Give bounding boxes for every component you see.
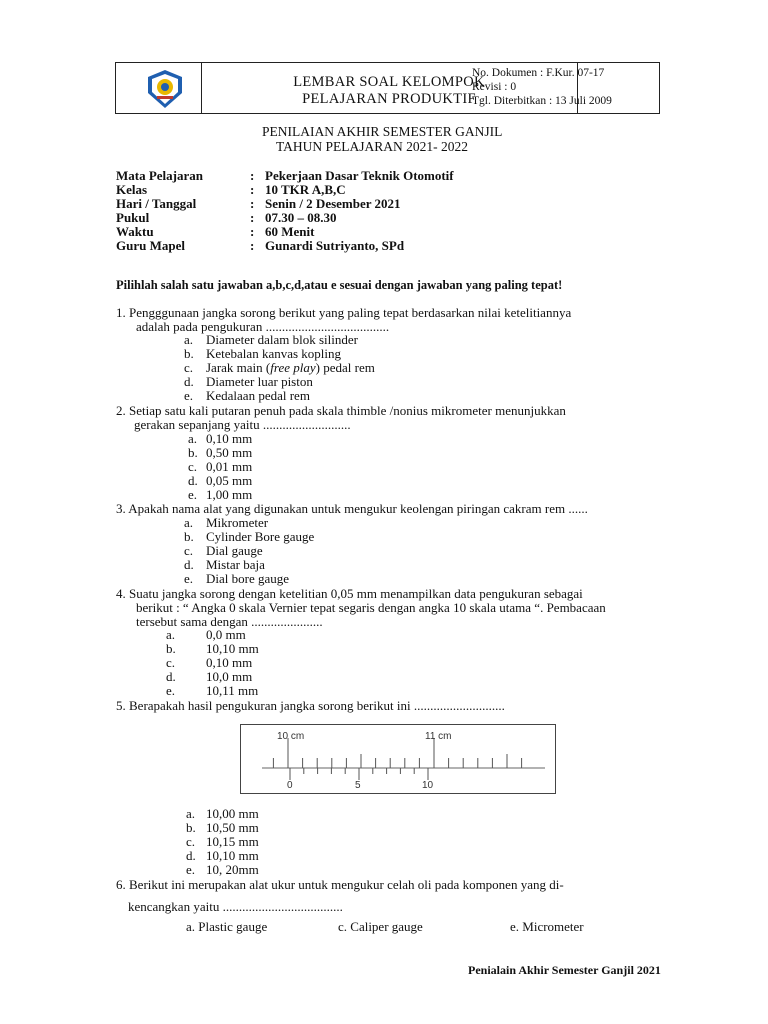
info-value: Senin / 2 Desember 2021 (265, 196, 401, 211)
option-text: 10,00 mm (206, 806, 259, 821)
info-colon: : (250, 238, 255, 253)
option-text: 0,01 mm (206, 459, 253, 474)
option-text: Kedalaan pedal rem (206, 388, 310, 403)
info-value: 07.30 – 08.30 (265, 210, 337, 225)
option-text: Mistar baja (206, 557, 265, 572)
info-colon: : (250, 224, 255, 239)
option-text: 10,11 mm (206, 683, 259, 698)
vernier-label: 0 (287, 780, 293, 791)
option-text: Mikrometer (206, 515, 269, 530)
option-text: a. Plastic gauge (186, 919, 268, 934)
option-text: 0,05 mm (206, 473, 253, 488)
option-letter: d. (166, 669, 176, 684)
option-text: 10,15 mm (206, 834, 259, 849)
option-letter: a. (186, 806, 196, 821)
info-label: Mata Pelajaran (116, 168, 204, 183)
option-letter: b. (166, 641, 176, 656)
option-text: 10,10 mm (206, 848, 259, 863)
info-colon: : (250, 196, 255, 211)
exam-title-2: TAHUN PELAJARAN 2021- 2022 (276, 139, 469, 154)
exam-title-1: PENILAIAN AKHIR SEMESTER GANJIL (262, 124, 503, 139)
option-text-italic: free play (270, 360, 316, 375)
main-scale-label-right: 11 cm (425, 731, 452, 742)
question-4-line1: 4. Suatu jangka sorong dengan ketelitian 0,05 mm menampilkan data pengukuran sebagai (116, 586, 583, 601)
option-letter: e. (188, 487, 198, 502)
vernier-label: 10 (422, 780, 434, 791)
header-title-line1: LEMBAR SOAL KELOMPOK (293, 74, 485, 90)
option-letter: d. (184, 557, 194, 572)
question-2-line1: 2. Setiap satu kali putaran penuh pada skala thimble /nonius mikrometer menunjukkan (116, 403, 566, 418)
option-text-part: Jarak main ( (206, 360, 271, 375)
option-text: Dial gauge (206, 543, 263, 558)
option-text: 10,0 mm (206, 669, 253, 684)
option-text: 10,50 mm (206, 820, 259, 835)
option-letter: e. (186, 862, 196, 877)
info-label: Pukul (116, 210, 150, 225)
option-letter: d. (186, 848, 196, 863)
option-letter: a. (166, 627, 176, 642)
option-text: 10,10 mm (206, 641, 259, 656)
question-1-line1: 1. Pengggunaan jangka sorong berikut yang paling tepat berdasarkan nilai ketelitiannya (116, 305, 572, 320)
school-logo-icon (145, 69, 185, 109)
main-scale-label-left: 10 cm (277, 731, 305, 742)
option-text: 10, 20mm (206, 862, 259, 877)
option-letter: c. (166, 655, 176, 670)
option-text: 0,10 mm (206, 431, 253, 446)
question-5-line1: 5. Berapakah hasil pengukuran jangka sorong berikut ini ............................ (116, 698, 505, 713)
doc-revision: Revisi : 0 (472, 81, 517, 93)
vernier-label: 5 (355, 780, 361, 791)
doc-number: No. Dokumen : F.Kur. 07-17 (472, 67, 605, 79)
option-text: Ketebalan kanvas kopling (206, 346, 342, 361)
question-1-line2: adalah pada pengukuran ...................................... (136, 319, 390, 334)
info-colon: : (250, 210, 255, 225)
option-text: 1,00 mm (206, 487, 253, 502)
page-footer: Penialain Akhir Semester Ganjil 2021 (468, 963, 661, 977)
option-letter: c. (184, 543, 194, 558)
info-colon: : (250, 182, 255, 197)
option-letter: d. (188, 473, 198, 488)
option-text: Dial bore gauge (206, 571, 290, 586)
question-4-line3: tersebut sama dengan ...................... (136, 614, 323, 629)
option-letter: c. (188, 459, 198, 474)
option-letter: a. (184, 332, 194, 347)
question-6-line2: kencangkan yaitu ..................................... (128, 899, 343, 914)
info-label: Kelas (116, 182, 148, 197)
option-text-part: ) pedal rem (315, 360, 375, 375)
info-label: Guru Mapel (116, 238, 185, 253)
option-letter: c. (186, 834, 196, 849)
option-text: 0,10 mm (206, 655, 253, 670)
info-value: Pekerjaan Dasar Teknik Otomotif (265, 168, 454, 183)
option-text: 0,50 mm (206, 445, 253, 460)
option-text: Diameter dalam blok silinder (206, 332, 358, 347)
question-2-line2: gerakan sepanjang yaitu ........................... (134, 417, 351, 432)
option-text: e. Micrometer (510, 919, 584, 934)
logo-cell (116, 63, 202, 113)
info-label: Waktu (116, 224, 154, 239)
option-letter: c. (184, 360, 194, 375)
question-6-line1: 6. Berikut ini merupakan alat ukur untuk mengukur celah oli pada komponen yang di- (116, 877, 564, 892)
vernier-caliper-figure (240, 724, 556, 794)
instruction-text: Pilihlah salah satu jawaban a,b,c,d,atau e sesuai dengan jawaban yang paling tepat! (116, 278, 563, 292)
option-letter: e. (184, 571, 194, 586)
option-letter: a. (184, 515, 194, 530)
doc-issue-date: Tgl. Diterbitkan : 13 Juli 2009 (472, 95, 612, 107)
info-value: 60 Menit (265, 224, 315, 239)
option-text: Diameter luar piston (206, 374, 313, 389)
option-text: 0,0 mm (206, 627, 246, 642)
question-4-line2: berikut : “ Angka 0 skala Vernier tepat segaris dengan angka 10 skala utama “. Pembacaan (136, 600, 606, 615)
option-text: Cylinder Bore gauge (206, 529, 315, 544)
option-letter: b. (184, 529, 194, 544)
option-letter: b. (188, 445, 198, 460)
option-letter: b. (186, 820, 196, 835)
option-letter: b. (184, 346, 194, 361)
document-header-box (115, 62, 660, 114)
option-text: c. Caliper gauge (338, 919, 423, 934)
info-colon: : (250, 168, 255, 183)
option-letter: e. (166, 683, 176, 698)
option-letter: a. (188, 431, 198, 446)
info-value: Gunardi Sutriyanto, SPd (265, 238, 405, 253)
info-value: 10 TKR A,B,C (265, 182, 346, 197)
option-letter: d. (184, 374, 194, 389)
info-label: Hari / Tanggal (116, 196, 197, 211)
question-3-line1: 3. Apakah nama alat yang digunakan untuk mengukur keolengan piringan cakram rem ...... (116, 501, 588, 516)
option-letter: e. (184, 388, 194, 403)
header-title-line2: PELAJARAN PRODUKTIF (302, 91, 476, 107)
